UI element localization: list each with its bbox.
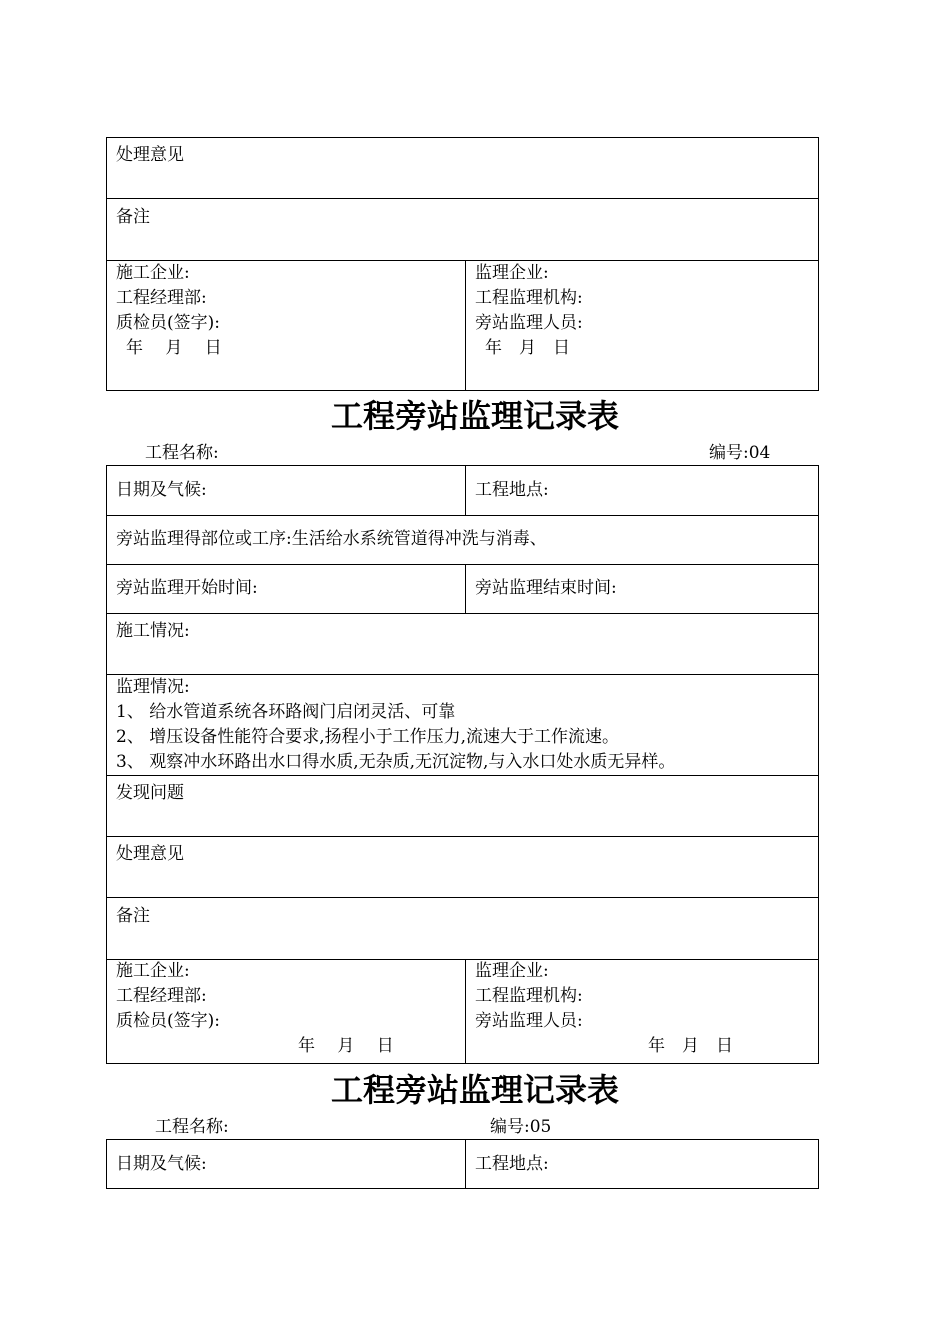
remarks-label: 备注	[116, 207, 150, 227]
supervision-item: 3、 观察冲水环路出水口得水质,无杂质,无沉淀物,与入水口处水质无异样。	[116, 752, 676, 772]
problems-label: 发现问题	[116, 783, 184, 803]
form-title: 工程旁站监理记录表	[330, 1071, 619, 1109]
construction-company-label: 施工企业:	[116, 961, 190, 981]
location-label: 工程地点:	[475, 1154, 549, 1174]
supervisor-label: 旁站监理人员:	[475, 1011, 583, 1031]
date-line: 年 月 日	[648, 1036, 733, 1056]
date-line: 年 月 日	[298, 1036, 394, 1056]
supervision-item: 2、 增压设备性能符合要求,扬程小于工作压力,流速大于工作流速。	[116, 727, 620, 747]
serial-number: 编号:05	[490, 1117, 552, 1137]
supervision-org-label: 工程监理机构:	[475, 288, 583, 308]
date-weather-label: 日期及气候:	[116, 1154, 207, 1174]
divider	[106, 775, 819, 776]
divider	[106, 198, 819, 199]
part-process-label: 旁站监理得部位或工序:生活给水系统管道得冲洗与消毒、	[116, 529, 547, 549]
divider	[106, 515, 819, 516]
divider	[106, 897, 819, 898]
divider	[465, 959, 466, 1064]
project-dept-label: 工程经理部:	[116, 288, 207, 308]
form-05-table	[106, 1139, 819, 1189]
divider	[106, 836, 819, 837]
supervisor-label: 旁站监理人员:	[475, 313, 583, 333]
serial-number: 编号:04	[709, 443, 771, 463]
inspector-signature-label: 质检员(签字):	[116, 313, 220, 333]
form-title: 工程旁站监理记录表	[330, 397, 619, 435]
project-name-label: 工程名称:	[155, 1117, 229, 1137]
supervision-org-label: 工程监理机构:	[475, 986, 583, 1006]
supervision-item: 1、 给水管道系统各环路阀门启闭灵活、可靠	[116, 702, 456, 722]
supervision-company-label: 监理企业:	[475, 263, 549, 283]
construction-company-label: 施工企业:	[116, 263, 190, 283]
divider	[106, 260, 819, 261]
end-time-label: 旁站监理结束时间:	[475, 578, 617, 598]
handling-opinion-label: 处理意见	[116, 844, 184, 864]
divider	[106, 959, 819, 960]
start-time-label: 旁站监理开始时间:	[116, 578, 258, 598]
divider	[106, 674, 819, 675]
construction-status-label: 施工情况:	[116, 621, 190, 641]
date-weather-label: 日期及气候:	[116, 480, 207, 500]
inspector-signature-label: 质检员(签字):	[116, 1011, 220, 1031]
supervision-company-label: 监理企业:	[475, 961, 549, 981]
divider	[465, 260, 466, 391]
date-line: 年 月 日	[126, 338, 222, 358]
project-name-label: 工程名称:	[145, 443, 219, 463]
supervision-status-label: 监理情况:	[116, 677, 190, 697]
location-label: 工程地点:	[475, 480, 549, 500]
divider	[106, 613, 819, 614]
handling-opinion-label: 处理意见	[116, 145, 184, 165]
remarks-label: 备注	[116, 906, 150, 926]
project-dept-label: 工程经理部:	[116, 986, 207, 1006]
date-line: 年 月 日	[485, 338, 570, 358]
divider	[106, 564, 819, 565]
